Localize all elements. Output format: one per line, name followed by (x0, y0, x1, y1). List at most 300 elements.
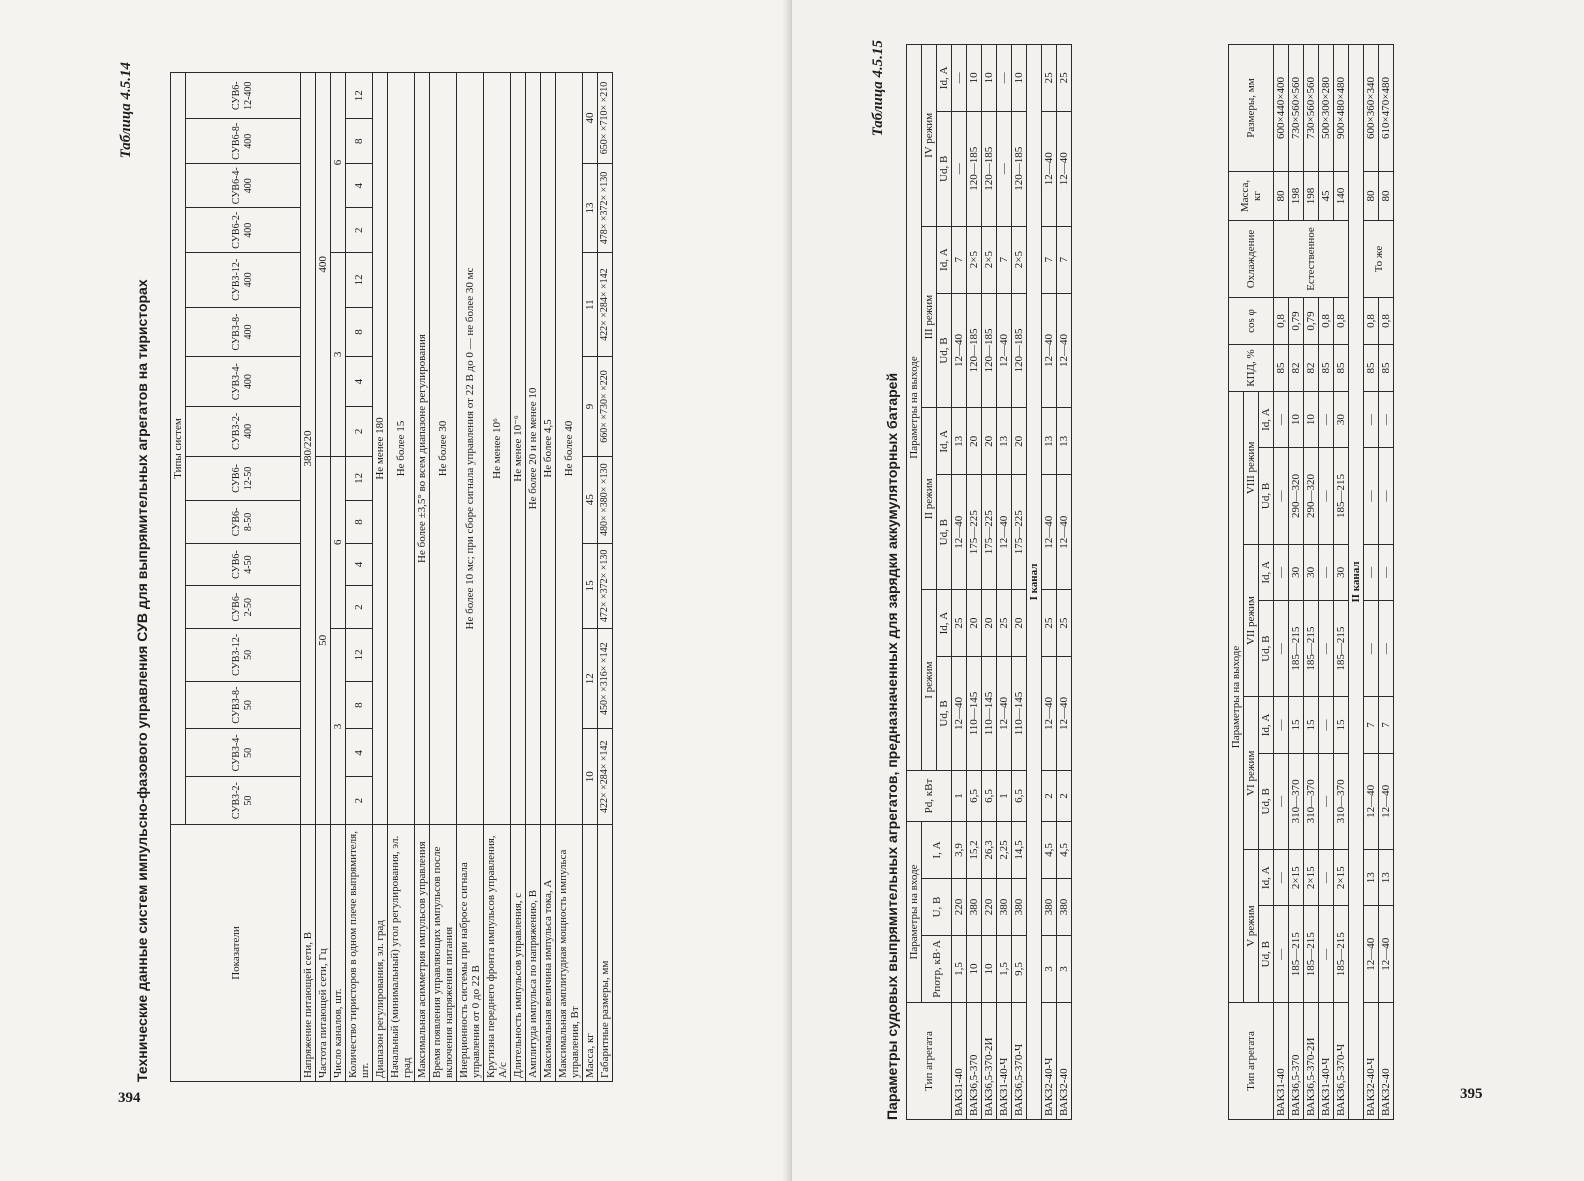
cell-m1i: 20 (982, 590, 997, 657)
cell-kpd: 85 (1379, 345, 1394, 392)
type-header: СУВЗ-2-50 (186, 777, 301, 825)
type-header: СУВЗ-4-400 (186, 357, 301, 407)
cell-m3i: 2×5 (1012, 226, 1027, 293)
table-row (415, 73, 430, 1082)
table-row (457, 73, 484, 1082)
row-value: 9 (583, 357, 598, 456)
cell-p: 3 (1057, 936, 1072, 1003)
cell-m8i: — (1379, 392, 1394, 448)
cell-m4i: 10 (982, 45, 997, 112)
row-value: 11 (583, 252, 598, 356)
cos-header: cos φ (1229, 298, 1274, 345)
row-label: Крутизна переднего фронта импульсов управления, А/с (484, 825, 511, 1082)
row-value: 478× ×372× ×130 (598, 163, 613, 252)
id-header: Id, А (937, 590, 952, 657)
cell-m4u: 120—185 (1012, 111, 1027, 226)
cell-m8i: — (1319, 392, 1334, 448)
table-row (1304, 45, 1319, 1120)
cell-m8u: 290—320 (1289, 448, 1304, 545)
page-number-right: 395 (1460, 1086, 1483, 1102)
row-value: 4 (346, 163, 373, 208)
type-header: СУВЗ-8-400 (186, 307, 301, 357)
row-label: Максимальная величина импульса тока, А (541, 825, 556, 1082)
cell-type: ВАКЗ1-40-Ч (997, 1003, 1012, 1120)
row-value: 450× ×316× ×142 (598, 628, 613, 729)
cell-m6u: — (1319, 753, 1334, 850)
row-label: Напряжение питающей сети, В (301, 825, 316, 1082)
mode-header: IV режим (922, 45, 937, 227)
cell-m3i: 7 (1042, 226, 1057, 293)
cell-mass: 80 (1274, 172, 1289, 221)
cell-type: ВАКЗ6,5-370 (1289, 1003, 1304, 1120)
cell-u: 380 (1012, 879, 1027, 936)
cell-p: 10 (967, 936, 982, 1003)
cell-pd: 1 (997, 771, 1012, 822)
mode-header: I режим (922, 590, 937, 771)
ud-header: Ud, В (1259, 448, 1274, 545)
pd-header: Pd, кВт (907, 771, 952, 822)
table-row (1057, 45, 1072, 1120)
row-value: 2 (346, 586, 373, 629)
cell-m2u: 12—40 (1042, 475, 1057, 590)
row-label: Начальный (минимальный) угол регулирования, эл. град (388, 825, 415, 1082)
mode-header: VI режим (1244, 697, 1259, 850)
cell-u: 380 (997, 879, 1012, 936)
table-row (1289, 45, 1304, 1120)
cell-m3u: 12—40 (997, 293, 1012, 408)
cell-type: ВАКЗ1-40-Ч (1319, 1003, 1334, 1120)
u-header: U, В (922, 879, 952, 936)
row-value: 45 (583, 456, 598, 543)
cell-size: 730×560×560 (1289, 45, 1304, 172)
table-row (1042, 45, 1057, 1120)
cell-m6u: 310—370 (1304, 753, 1319, 850)
cell-m4i: 25 (1042, 45, 1057, 112)
cell-m4u: 120—185 (967, 111, 982, 226)
ud-header: Ud, В (937, 111, 952, 226)
cell-i: 4,5 (1057, 822, 1072, 879)
row-value: 3 (331, 628, 346, 824)
table-row (967, 45, 982, 1120)
cell-type: ВАКЗ6,5-370-Ч (1334, 1003, 1349, 1120)
left-rotated-content (118, 62, 778, 1082)
cell-m4u: — (997, 111, 1012, 226)
cell-u: 380 (1042, 879, 1057, 936)
cell-m4u: 12—40 (1042, 111, 1057, 226)
type-header: СУВ6-12-400 (186, 73, 301, 119)
type-header: СУВ6-4-400 (186, 163, 301, 208)
cell-m7u: 185—215 (1289, 600, 1304, 697)
cell-kpd: 85 (1319, 345, 1334, 392)
row-value: Не менее 10⁶ (484, 73, 511, 825)
table-row (1364, 45, 1379, 1120)
cell-m5i: 2×15 (1304, 850, 1319, 906)
type-header: СУВЗ-12-50 (186, 628, 301, 681)
cell-m7u: — (1364, 600, 1379, 697)
unit-type-header: Тип агрегата (907, 1003, 952, 1120)
cell-m3i: 7 (1057, 226, 1072, 293)
output-params-header: Параметры на выходе (1229, 392, 1244, 1003)
cell-type: ВАКЗ1-40 (952, 1003, 967, 1120)
table-row (556, 73, 583, 1082)
table-row (1274, 45, 1289, 1120)
table-row (1012, 45, 1027, 1120)
kpd-header: КПД, % (1229, 345, 1274, 392)
cell-i: 14,5 (1012, 822, 1027, 879)
cell-i: 2,25 (997, 822, 1012, 879)
cell-m4i: 10 (967, 45, 982, 112)
cell-m7u: — (1274, 600, 1289, 697)
row-label: Инерционность системы при набросе сигнала управления от 0 до 22 В (457, 825, 484, 1082)
ud-header: Ud, В (1259, 906, 1274, 1003)
table-row (430, 73, 457, 1082)
cell-m4i: — (952, 45, 967, 112)
cell-cos: 0,79 (1289, 298, 1304, 345)
row-value: Не более 30 (430, 73, 457, 825)
cell-type: ВАКЗ2-40-Ч (1042, 1003, 1057, 1120)
mode-header: II режим (922, 408, 937, 590)
cell-type: ВАКЗ1-40 (1274, 1003, 1289, 1120)
table-row (331, 73, 346, 1082)
table-row (598, 73, 613, 1082)
cell-m5u: 12—40 (1364, 906, 1379, 1003)
cell-m6i: — (1274, 697, 1289, 753)
cell-m3u: 120—185 (982, 293, 997, 408)
row-label: Габаритные размеры, мм (598, 825, 613, 1082)
cell-m1u: 110—145 (982, 656, 997, 770)
cell-u: 380 (967, 879, 982, 936)
section-label: II канал (1349, 45, 1364, 1120)
cell-cos: 0,8 (1334, 298, 1349, 345)
row-value: 6 (331, 73, 346, 253)
cell-m3i: 7 (952, 226, 967, 293)
table-row (373, 73, 388, 1082)
row-value: 3 (331, 252, 346, 456)
type-header: СУВЗ-8-50 (186, 681, 301, 729)
cell-u: 220 (952, 879, 967, 936)
cell-m5u: 185—215 (1289, 906, 1304, 1003)
mode-header: VII режим (1244, 544, 1259, 697)
row-label: Масса, кг (583, 825, 598, 1082)
table-row (388, 73, 415, 1082)
cell-type: ВАКЗ6,5-370-2И (1304, 1003, 1319, 1120)
row-value: 12 (583, 628, 598, 729)
cell-m1u: 110—145 (1012, 656, 1027, 770)
row-value: 10 (583, 729, 598, 825)
cell-m6i: 15 (1304, 697, 1319, 753)
indicators-header: Показатели (171, 825, 301, 1082)
row-value: 12 (346, 628, 373, 681)
cell-m7u: 185—215 (1334, 600, 1349, 697)
row-value: 4 (346, 729, 373, 777)
right-page (792, 0, 1584, 1181)
row-value: 400 (316, 73, 331, 457)
row-value: 15 (583, 543, 598, 628)
row-value: 4 (346, 357, 373, 407)
row-value: 422× ×284× ×142 (598, 729, 613, 825)
cooling-header: Охлаждение (1229, 221, 1274, 298)
cell-m7u: — (1379, 600, 1394, 697)
cell-type: ВАКЗ6,5-370 (967, 1003, 982, 1120)
cell-cos: 0,79 (1304, 298, 1319, 345)
cell-m7i: — (1274, 544, 1289, 600)
cell-m3u: 120—185 (967, 293, 982, 408)
id-header: Id, А (1259, 850, 1274, 906)
cell-m7i: — (1379, 544, 1394, 600)
type-header: СУВ6-8-50 (186, 501, 301, 544)
row-value: 12 (346, 252, 373, 307)
cell-type: ВАКЗ6,5-370-2И (982, 1003, 997, 1120)
table-row (511, 73, 526, 1082)
id-header: Id, А (937, 226, 952, 293)
cell-m5u: — (1274, 906, 1289, 1003)
id-header: Id, А (937, 408, 952, 475)
table-row (526, 73, 541, 1082)
table-caption-left: Таблица 4.5.14 (118, 62, 134, 159)
cell-m1u: 12—40 (952, 656, 967, 770)
table-caption-right: Таблица 4.5.15 (870, 40, 886, 137)
cell-m4i: 25 (1057, 45, 1072, 112)
cell-mass: 80 (1364, 172, 1379, 221)
table-title-right: Параметры судовых выпрямительных агрегатов, предназначенных для зарядки аккумуляторных батарей (884, 372, 900, 1120)
cell-m8u: — (1364, 448, 1379, 545)
table-row (316, 73, 331, 1082)
system-types-header: Типы систем (171, 73, 186, 825)
cell-p: 9,5 (1012, 936, 1027, 1003)
input-params-header: Параметры на входе (907, 822, 922, 1003)
size-header: Размеры, мм (1229, 45, 1274, 172)
cell-m2i: 13 (1042, 408, 1057, 475)
cell-m3u: 12—40 (952, 293, 967, 408)
type-header: СУВ6-12-50 (186, 456, 301, 501)
cell-pd: 6,5 (1012, 771, 1027, 822)
cell-m6u: 12—40 (1364, 753, 1379, 850)
cell-m1u: 12—40 (997, 656, 1012, 770)
table-row (583, 73, 598, 1082)
row-value: 40 (583, 73, 598, 164)
cell-m3u: 12—40 (1057, 293, 1072, 408)
cell-m8u: 290—320 (1304, 448, 1319, 545)
cell-type: ВАКЗ2-40 (1057, 1003, 1072, 1120)
cell-m7i: 30 (1289, 544, 1304, 600)
ud-header: Ud, В (937, 475, 952, 590)
cell-m1i: 25 (997, 590, 1012, 657)
cell-m1i: 25 (952, 590, 967, 657)
units-table-top (906, 44, 1072, 1120)
cell-m2i: 20 (982, 408, 997, 475)
cell-m4u: 120—185 (982, 111, 997, 226)
row-value: 380/220 (301, 73, 316, 825)
cell-m8i: 10 (1289, 392, 1304, 448)
cell-m6u: 12—40 (1379, 753, 1394, 850)
cell-m1i: 25 (1042, 590, 1057, 657)
unit-type-header: Тип агрегата (1229, 1003, 1274, 1120)
mass-header: Масса, кг (1229, 172, 1274, 221)
cell-size: 600×360×340 (1364, 45, 1379, 172)
cell-m3u: 12—40 (1042, 293, 1057, 408)
ud-header: Ud, В (1259, 600, 1274, 697)
cell-m7i: — (1364, 544, 1379, 600)
table-row (1334, 45, 1349, 1120)
cell-m8u: — (1379, 448, 1394, 545)
cell-u: 220 (982, 879, 997, 936)
cell-m3u: 120—185 (1012, 293, 1027, 408)
cell-m6i: 15 (1289, 697, 1304, 753)
page-number-left: 394 (118, 1090, 141, 1106)
ud-header: Ud, В (1259, 753, 1274, 850)
cell-m1i: 20 (1012, 590, 1027, 657)
cell-m2i: 13 (997, 408, 1012, 475)
row-value: 2 (346, 777, 373, 825)
table-row (952, 45, 967, 1120)
cell-size: 600×440×400 (1274, 45, 1289, 172)
cell-pd: 2 (1057, 771, 1072, 822)
cell-i: 4,5 (1042, 822, 1057, 879)
row-value: 8 (346, 501, 373, 544)
row-value: 12 (346, 73, 373, 119)
cell-m1i: 20 (967, 590, 982, 657)
row-value: Не более 4,5 (541, 73, 556, 825)
cell-m3i: 2×5 (982, 226, 997, 293)
cell-pd: 1 (952, 771, 967, 822)
mode-header: III режим (922, 226, 937, 408)
cell-p: 3 (1042, 936, 1057, 1003)
cell-m2i: 13 (1057, 408, 1072, 475)
cell-m2i: 20 (1012, 408, 1027, 475)
cell-m6u: 310—370 (1334, 753, 1349, 850)
cell-m1u: 12—40 (1042, 656, 1057, 770)
table-row (301, 73, 316, 1082)
mode-header: V режим (1244, 850, 1259, 1003)
cell-m4i: 10 (1012, 45, 1027, 112)
cell-m5u: 185—215 (1304, 906, 1319, 1003)
row-value: Не более 20 и не менее 10 (526, 73, 541, 825)
cell-m2u: 12—40 (997, 475, 1012, 590)
row-label: Число каналов, шт. (331, 825, 346, 1082)
cell-m1i: 25 (1057, 590, 1072, 657)
cell-m3i: 2×5 (967, 226, 982, 293)
row-value: 4 (346, 543, 373, 586)
cell-p: 10 (982, 936, 997, 1003)
cell-kpd: 85 (1364, 345, 1379, 392)
cell-cooling: Естественное (1274, 221, 1349, 298)
cell-m6i: 15 (1334, 697, 1349, 753)
ud-header: Ud, В (937, 293, 952, 408)
row-value: 6 (331, 456, 346, 628)
row-value: 650× ×710× ×210 (598, 73, 613, 164)
row-value: 480× ×380× ×130 (598, 456, 613, 543)
cell-m2u: 12—40 (952, 475, 967, 590)
cell-m2u: 175—225 (1012, 475, 1027, 590)
ud-header: Ud, В (937, 656, 952, 770)
cell-mass: 198 (1304, 172, 1319, 221)
row-label: Диапазон регулирования, эл. град (373, 825, 388, 1082)
row-label: Время появления управляющих импульсов после включения напряжения питания (430, 825, 457, 1082)
table-row (541, 73, 556, 1082)
row-value: 660× ×730× ×220 (598, 357, 613, 456)
row-value: 2 (346, 406, 373, 456)
cell-cos: 0,8 (1364, 298, 1379, 345)
id-header: Id, А (937, 45, 952, 112)
row-label: Максимальная асимметрия импульсов управления (415, 825, 430, 1082)
cell-m8u: 185—215 (1334, 448, 1349, 545)
cell-kpd: 85 (1334, 345, 1349, 392)
cell-m2u: 175—225 (967, 475, 982, 590)
row-value: 50 (316, 456, 331, 824)
cell-size: 500×300×280 (1319, 45, 1334, 172)
row-label: Длительность импульсов управления, с (511, 825, 526, 1082)
id-header: Id, А (1259, 392, 1274, 448)
cell-pd: 2 (1042, 771, 1057, 822)
cell-m7i: — (1319, 544, 1334, 600)
cell-m6u: 310—370 (1289, 753, 1304, 850)
row-value: 13 (583, 163, 598, 252)
cell-m5i: 13 (1379, 850, 1394, 906)
cell-cooling: То же (1364, 221, 1394, 298)
cell-size: 610×470×480 (1379, 45, 1394, 172)
cell-m2u: 12—40 (1057, 475, 1072, 590)
id-header: Id, А (1259, 544, 1274, 600)
table-row (1319, 45, 1334, 1120)
cell-m4u: — (952, 111, 967, 226)
cell-u: 380 (1057, 879, 1072, 936)
cell-cos: 0,8 (1379, 298, 1394, 345)
mode-header: VIII режим (1244, 392, 1259, 545)
cell-type: ВАКЗ6,5-370-Ч (1012, 1003, 1027, 1120)
type-header: СУВЗ-2-400 (186, 406, 301, 456)
cell-m6i: — (1319, 697, 1334, 753)
row-label: Частота питающей сети, Гц (316, 825, 331, 1082)
cell-m4u: 12—40 (1057, 111, 1072, 226)
cell-size: 900×480×480 (1334, 45, 1349, 172)
row-value: Не более 15 (388, 73, 415, 825)
row-value: 8 (346, 119, 373, 164)
cell-m8i: 30 (1334, 392, 1349, 448)
cell-i: 26,3 (982, 822, 997, 879)
section-label: I канал (1027, 45, 1042, 1120)
table-row (484, 73, 511, 1082)
cell-kpd: 82 (1289, 345, 1304, 392)
section-row (1349, 45, 1364, 1120)
type-header: СУВ6-4-50 (186, 543, 301, 586)
cell-cos: 0,8 (1274, 298, 1289, 345)
cell-m1u: 12—40 (1057, 656, 1072, 770)
cell-m2u: 175—225 (982, 475, 997, 590)
type-header: СУВ6-8-400 (186, 119, 301, 164)
cell-kpd: 85 (1274, 345, 1289, 392)
i-header: I, А (922, 822, 952, 879)
row-value: 422× ×284× ×142 (598, 252, 613, 356)
cell-type: ВАКЗ2-40 (1379, 1003, 1394, 1120)
units-table-bottom (1228, 44, 1394, 1120)
cell-m8i: 10 (1304, 392, 1319, 448)
row-value: Не более 10 мс; при сборе сигнала управления от 22 В до 0 — не более 30 мс (457, 73, 484, 825)
cell-m8i: — (1274, 392, 1289, 448)
cell-m6i: 7 (1379, 697, 1394, 753)
table-row (997, 45, 1012, 1120)
cell-m5i: 2×15 (1334, 850, 1349, 906)
cell-m8i: — (1364, 392, 1379, 448)
cell-m5u: 12—40 (1379, 906, 1394, 1003)
row-value: Не более ±3,5° во всем диапазоне регулирования (415, 73, 430, 825)
cell-p: 1,5 (952, 936, 967, 1003)
cell-mass: 198 (1289, 172, 1304, 221)
right-rotated-content (870, 40, 1510, 1120)
row-value: 12 (346, 456, 373, 501)
output-params-header: Параметры на выходе (907, 45, 922, 771)
table-row (982, 45, 997, 1120)
cell-mass: 45 (1319, 172, 1334, 221)
